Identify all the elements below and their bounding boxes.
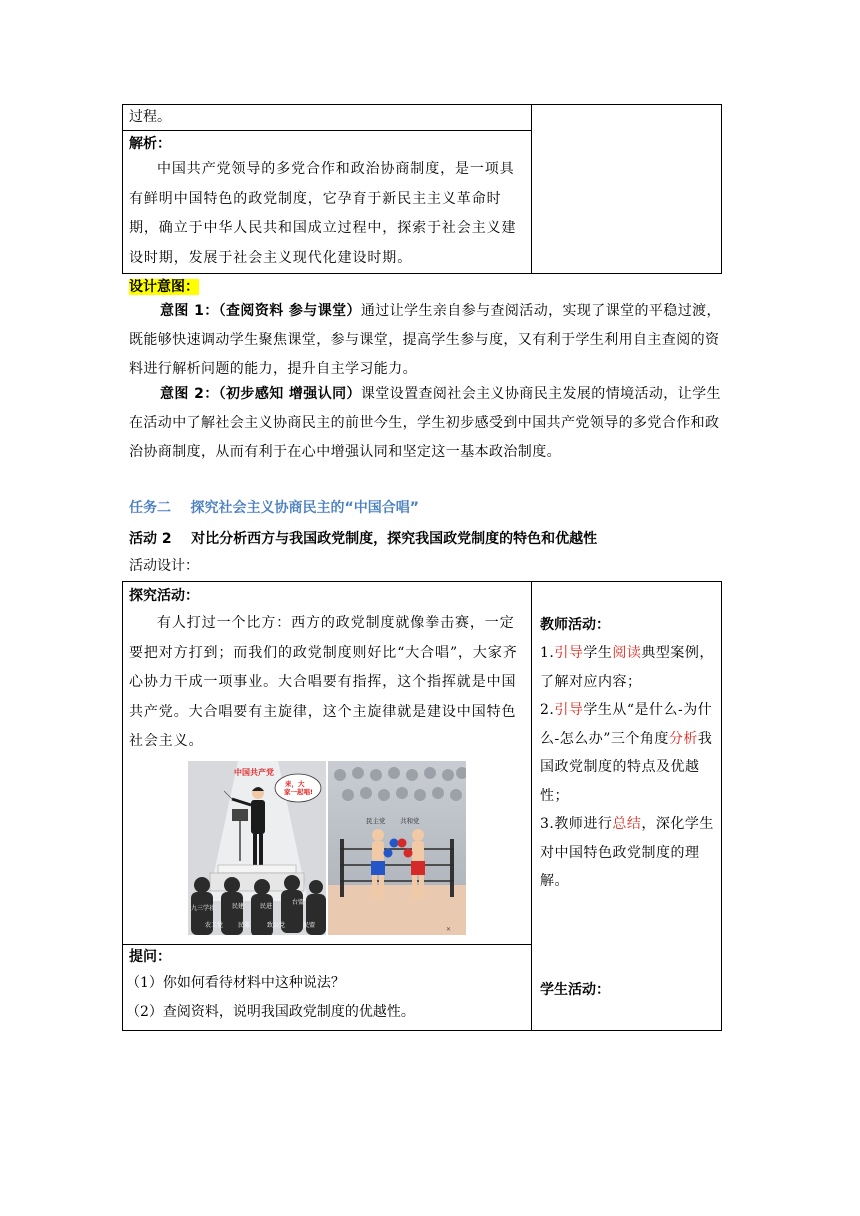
conductor-body (251, 800, 265, 834)
analysis-label: 解析： (129, 136, 171, 152)
left-panel-banner: 中国共产党 (234, 768, 274, 777)
explore-label: 探究活动： (129, 588, 199, 604)
intent-1-label: 意图 1：（查阅资料 参与课堂） (160, 303, 361, 319)
design-intent-heading (129, 276, 199, 298)
svg-text:家一起唱!: 家一起唱! (284, 788, 313, 796)
party-label-2: 民建 (232, 903, 245, 910)
teacher-item-3: 3.教师进行总结，深化学生对中国特色政党制度的理解。 (540, 816, 714, 889)
illustration-chorus-vs-boxing (188, 761, 466, 935)
activity-2-title: 活动 2 对比分析西方与我国政党制度，探究我国政党制度的特色和优越性 (129, 531, 598, 547)
party-label-8: 民盟 (303, 922, 316, 929)
question-2: （2）查阅资料，说明我国政党制度的优越性。 (126, 1004, 415, 1020)
ring-post-left (340, 839, 344, 897)
party-label-1: 九三学社 (191, 905, 216, 912)
table-1-row1-text: 过程。 (129, 109, 171, 125)
table-1-left-row1 (122, 104, 532, 131)
activity-design-label: 活动设计： (129, 558, 199, 574)
speech-bubble-text: 来，大 (285, 780, 305, 788)
task-2-title: 任务二 探究社会主义协商民主的“中国合唱” (129, 500, 419, 516)
questions-label: 提问： (129, 949, 171, 965)
intent-2-label: 意图 2：（初步感知 增强认同） (160, 386, 361, 402)
teacher-activity-list (540, 639, 720, 896)
intent-1-paragraph (129, 297, 731, 384)
teacher-item-2: 2.引导学生从“是什么-为什么-怎么办”三个角度分析我国政党制度的特点及优越性； (540, 702, 713, 804)
party-label-7: 致公党 (267, 922, 286, 929)
question-1: （1）你如何看待材料中这种说法？ (126, 975, 345, 991)
analysis-text: 中国共产党领导的多党合作和政治协商制度，是一项具有鲜明中国特色的政党制度，它孕育于新民主主义革命时期，确立于中华人民共和国成立过程中，探索于社会主义建设时期，发展于社会主义现代化建设时期。 (129, 161, 517, 266)
party-label-4: 台盟 (292, 899, 305, 906)
design-intent-heading-text: 设计意图： (129, 279, 199, 295)
ring-post-right (450, 839, 454, 897)
teacher-activity-label: 教师活动： (540, 617, 610, 633)
intent-2-paragraph (129, 380, 731, 467)
podium-top (218, 865, 296, 873)
intent-1-text: 通过让学生亲自参与查阅活动，实现了课堂的平稳过渡，既能够快速调动学生聚焦课堂，参与课堂，提高学生参与度，又有利于学生利用自主查阅的资料进行解析问题的能力，提升自主学习能力。 (129, 303, 721, 377)
music-stand (232, 809, 248, 821)
illustration-corner-mark: ✕ (446, 926, 452, 933)
intent-2-text: 课堂设置查阅社会主义协商民主发展的情境活动，让学生在活动中了解社会主义协商民主的前世今生，学生初步感受到中国共产党领导的多党合作和政治协商制度，从而有利于在心中增强认同和坚定这一基本政治制度。 (129, 386, 721, 460)
teacher-item-1: 1.引导学生阅读典型案例，了解对应内容； (540, 645, 714, 690)
student-activity-label: 学生活动： (540, 982, 610, 998)
explore-text: 有人打过一个比方：西方的政党制度就像拳击赛，一定要把对方打到；而我们的政党制度则好比“大合唱”，大家齐心协力干成一项事业。大合唱要有指挥，这个指挥就是中国共产党。大合唱要有主旋律，这个主旋律就是建设中国特色社会主义。 (129, 615, 518, 749)
table-1-right-cell (531, 104, 722, 274)
party-label-3: 民进 (260, 903, 273, 910)
boxer-left-label: 民主党 (366, 817, 386, 825)
boxer-right-label: 共和党 (400, 817, 420, 825)
party-label-5: 农工党 (205, 922, 224, 929)
party-label-6: 民革 (238, 922, 251, 929)
